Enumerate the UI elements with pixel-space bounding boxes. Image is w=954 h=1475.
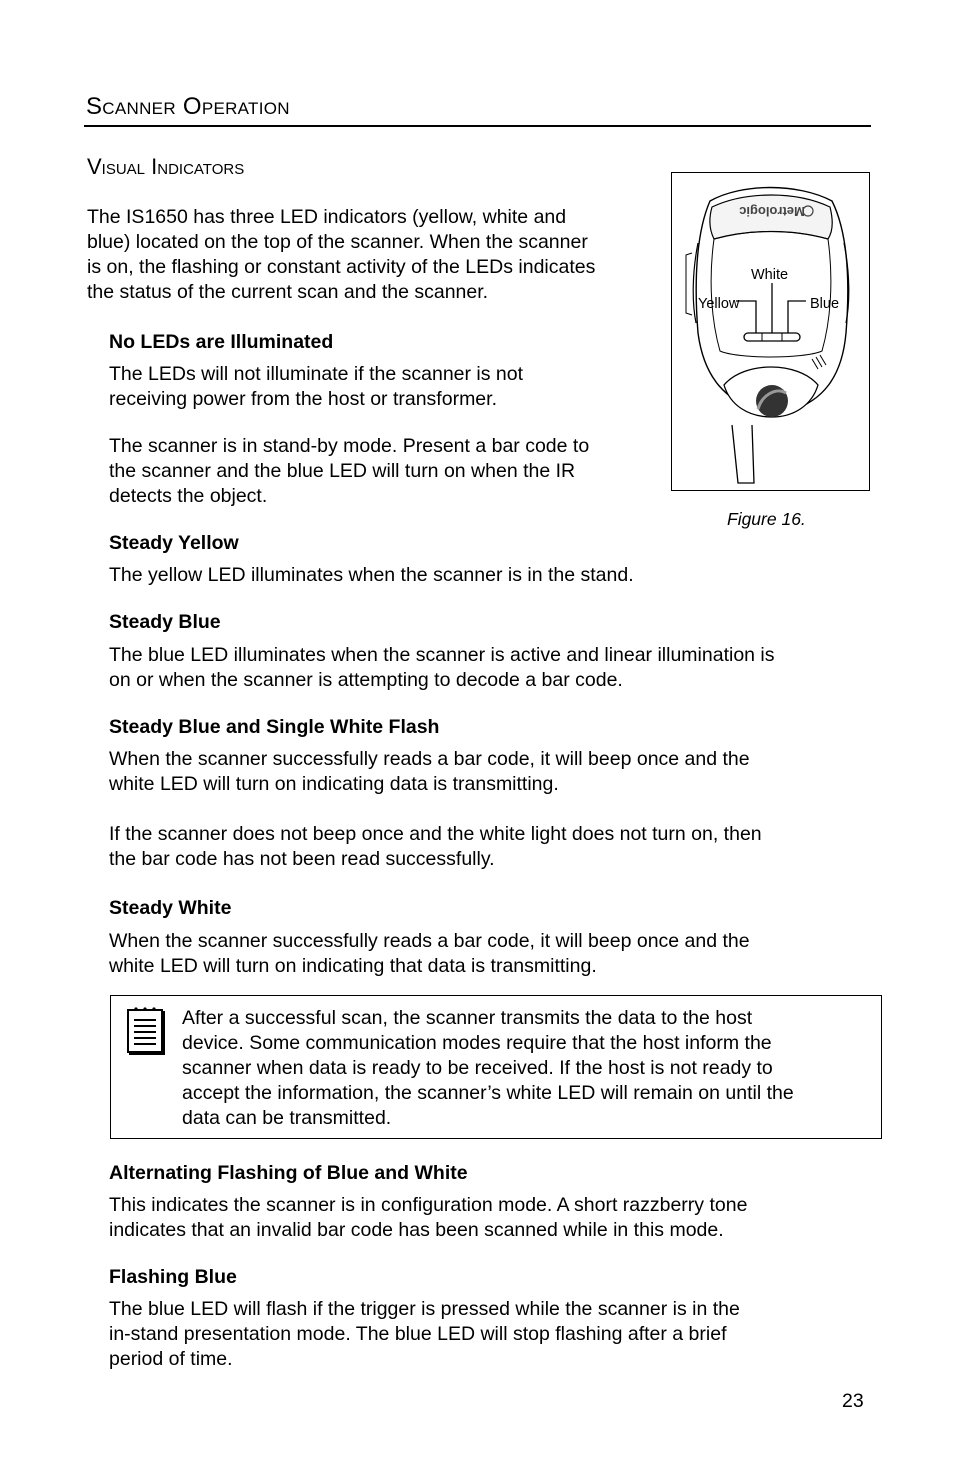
paragraph-steady-blue: The blue LED illuminates when the scanner is active and linear illumination is on or when the scanner is attempting to decode a bar code.	[109, 644, 775, 691]
heading-steady-yellow: Steady Yellow	[109, 532, 239, 554]
paragraph-blue-white-flash-2: If the scanner does not beep once and the white light does not turn on, then the bar code has not been read successfully.	[109, 823, 762, 870]
paragraph-flashing-blue: The blue LED will flash if the trigger is pressed while the scanner is in the in-stand presentation mode. The blue LED will stop flashing after a brief period of time.	[109, 1298, 740, 1370]
paragraph-no-leds-2: The scanner is in stand-by mode. Present a bar code to the scanner and the blue LED will turn on when the IR detects the object.	[109, 435, 590, 507]
note-icon	[126, 1006, 168, 1056]
heading-alternating: Alternating Flashing of Blue and White	[109, 1162, 468, 1184]
section-title: Visual Indicators	[87, 154, 245, 179]
page-number: 23	[842, 1390, 864, 1412]
figure-caption: Figure 16.	[727, 509, 806, 529]
heading-steady-blue: Steady Blue	[109, 611, 221, 633]
heading-steady-white: Steady White	[109, 897, 232, 919]
note-text: After a successful scan, the scanner transmits the data to the host device. Some communication modes require that the host inform the scanner when data is ready to be received. If the host is not ready to accept the information, the scanner’s white LED will remain on until the data can be transmitted.	[182, 1007, 794, 1129]
figure-label-blue: Blue	[810, 296, 840, 312]
heading-blue-white-flash: Steady Blue and Single White Flash	[109, 716, 440, 738]
paragraph-steady-yellow: The yellow LED illuminates when the scanner is in the stand.	[109, 564, 634, 586]
brand-logo: Metrologic	[739, 204, 805, 219]
intro-paragraph: The IS1650 has three LED indicators (yellow, white and blue) located on the top of the scanner. When the scanner is on, the flashing or constant activity of the LEDs indicates the status of the current scan and the scanner.	[87, 206, 596, 303]
running-head: Scanner Operation	[86, 93, 290, 120]
figure-label-yellow: Yellow	[698, 296, 740, 312]
paragraph-blue-white-flash-1: When the scanner successfully reads a bar code, it will beep once and the white LED will turn on indicating data is transmitting.	[109, 748, 750, 795]
figure-label-white: White	[751, 267, 789, 283]
paragraph-no-leds-1: The LEDs will not illuminate if the scanner is not receiving power from the host or transformer.	[109, 363, 524, 410]
header-rule	[84, 125, 871, 127]
heading-flashing-blue: Flashing Blue	[109, 1266, 237, 1288]
paragraph-steady-white: When the scanner successfully reads a bar code, it will beep once and the white LED will turn on indicating that data is transmitting.	[109, 930, 750, 977]
scanner-figure	[671, 172, 870, 491]
scanner-illustration	[672, 173, 868, 489]
paragraph-alternating: This indicates the scanner is in configuration mode. A short razzberry tone indicates that an invalid bar code has been scanned while in this mode.	[109, 1194, 748, 1241]
heading-no-leds: No LEDs are Illuminated	[109, 331, 334, 353]
